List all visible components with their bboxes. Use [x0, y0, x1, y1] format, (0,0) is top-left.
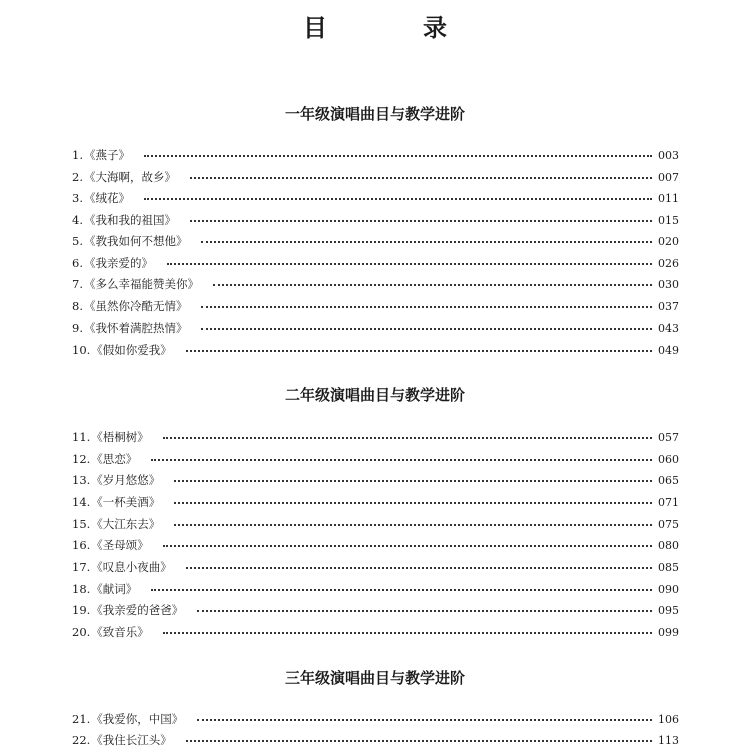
toc-entry[interactable] — [72, 580, 679, 598]
entry-page: 080 — [658, 538, 679, 552]
toc-entry[interactable] — [72, 450, 679, 468]
dot-leader — [190, 220, 652, 222]
entry-number: 19. — [72, 603, 91, 617]
toc-entry[interactable] — [72, 146, 679, 164]
entry-page: 026 — [658, 256, 679, 270]
dot-leader — [201, 241, 652, 243]
dot-leader — [201, 306, 652, 308]
entry-title: 《梧桐树》 — [91, 430, 149, 444]
toc-entry[interactable] — [72, 731, 679, 749]
entry-page: 030 — [658, 277, 679, 291]
entry-page: 007 — [658, 170, 679, 184]
section-heading: 二年级演唱曲目与教学进阶 — [284, 386, 465, 404]
entry-page: 065 — [658, 473, 679, 487]
entry-number: 13. — [72, 473, 91, 487]
toc-entry[interactable] — [72, 471, 679, 489]
entry-title: 《大海啊，故乡》 — [83, 170, 176, 184]
dot-leader — [197, 610, 652, 612]
entry-title: 《我亲爱的爸爸》 — [91, 603, 184, 617]
entry-page: 003 — [658, 148, 679, 162]
entry-number: 15. — [72, 517, 91, 531]
entry-page: 075 — [658, 517, 679, 531]
entry-number: 22. — [72, 733, 91, 747]
entry-number: 21. — [72, 712, 91, 726]
section-heading: 一年级演唱曲目与教学进阶 — [284, 105, 465, 123]
entry-number: 16. — [72, 538, 91, 552]
toc-entry[interactable] — [72, 341, 679, 359]
dot-leader — [213, 284, 652, 286]
toc-entry[interactable] — [72, 189, 679, 207]
entry-number: 12. — [72, 452, 91, 466]
entry-title: 《绒花》 — [83, 191, 130, 205]
page-title: 目 录 — [303, 14, 483, 42]
entry-number: 3. — [72, 191, 83, 205]
toc-entry[interactable] — [72, 275, 679, 293]
entry-number: 4. — [72, 213, 83, 227]
entry-title: 《我爱你，中国》 — [91, 712, 184, 726]
toc-entry[interactable] — [72, 536, 679, 554]
entry-page: 085 — [658, 560, 679, 574]
toc-entry[interactable] — [72, 558, 679, 576]
entry-title: 《一杯美酒》 — [91, 495, 161, 509]
toc-entry[interactable] — [72, 601, 679, 619]
dot-leader — [197, 719, 652, 721]
dot-leader — [190, 177, 652, 179]
entry-title: 《虽然你冷酷无情》 — [83, 299, 188, 313]
entry-page: 113 — [658, 733, 679, 747]
entry-page: 015 — [658, 213, 679, 227]
entry-page: 106 — [658, 712, 679, 726]
entry-title: 《献词》 — [91, 582, 138, 596]
entry-number: 8. — [72, 299, 83, 313]
dot-leader — [186, 740, 652, 742]
entry-page: 020 — [658, 234, 679, 248]
dot-leader — [163, 545, 652, 547]
dot-leader — [151, 459, 652, 461]
entry-number: 10. — [72, 343, 91, 357]
entry-page: 043 — [658, 321, 679, 335]
dot-leader — [186, 350, 652, 352]
toc-entry[interactable] — [72, 515, 679, 533]
entry-page: 057 — [658, 430, 679, 444]
entry-number: 18. — [72, 582, 91, 596]
dot-leader — [174, 524, 652, 526]
entry-number: 11. — [72, 430, 91, 444]
entry-title: 《思恋》 — [91, 452, 138, 466]
dot-leader — [186, 567, 652, 569]
toc-entry[interactable] — [72, 168, 679, 186]
entry-page: 049 — [658, 343, 679, 357]
entry-title: 《燕子》 — [83, 148, 130, 162]
entry-number: 14. — [72, 495, 91, 509]
entry-title: 《叹息小夜曲》 — [91, 560, 172, 574]
entry-title: 《致音乐》 — [91, 625, 149, 639]
toc-entry[interactable] — [72, 254, 679, 272]
entry-title: 《圣母颂》 — [91, 538, 149, 552]
entry-title: 《我住长江头》 — [91, 733, 172, 747]
dot-leader — [174, 502, 652, 504]
toc-entry[interactable] — [72, 623, 679, 641]
entry-page: 060 — [658, 452, 679, 466]
entry-number: 6. — [72, 256, 83, 270]
entry-title: 《我亲爱的》 — [83, 256, 153, 270]
entry-title: 《我怀着满腔热情》 — [83, 321, 188, 335]
entry-title: 《大江东去》 — [91, 517, 161, 531]
dot-leader — [144, 155, 652, 157]
dot-leader — [151, 589, 652, 591]
dot-leader — [144, 198, 652, 200]
entry-title: 《岁月悠悠》 — [91, 473, 161, 487]
entry-number: 20. — [72, 625, 91, 639]
section-heading: 三年级演唱曲目与教学进阶 — [284, 669, 465, 687]
toc-entry[interactable] — [72, 297, 679, 315]
entry-number: 7. — [72, 277, 83, 291]
toc-entry[interactable] — [72, 710, 679, 728]
entry-page: 090 — [658, 582, 679, 596]
dot-leader — [163, 437, 652, 439]
toc-entry[interactable] — [72, 428, 679, 446]
dot-leader — [174, 480, 652, 482]
entry-number: 2. — [72, 170, 83, 184]
toc-entry[interactable] — [72, 232, 679, 250]
entry-title: 《教我如何不想他》 — [83, 234, 188, 248]
entry-page: 099 — [658, 625, 679, 639]
entry-page: 071 — [658, 495, 679, 509]
toc-entry[interactable] — [72, 211, 679, 229]
dot-leader — [167, 263, 652, 265]
entry-number: 5. — [72, 234, 83, 248]
entry-number: 1. — [72, 148, 83, 162]
entry-number: 9. — [72, 321, 83, 335]
entry-page: 037 — [658, 299, 679, 313]
dot-leader — [163, 632, 652, 634]
entry-page: 011 — [658, 191, 679, 205]
entry-title: 《假如你爱我》 — [91, 343, 172, 357]
toc-entry[interactable] — [72, 319, 679, 337]
entry-title: 《我和我的祖国》 — [83, 213, 176, 227]
entry-page: 095 — [658, 603, 679, 617]
toc-entry[interactable] — [72, 493, 679, 511]
dot-leader — [201, 328, 652, 330]
entry-title: 《多么幸福能赞美你》 — [83, 277, 199, 291]
entry-number: 17. — [72, 560, 91, 574]
